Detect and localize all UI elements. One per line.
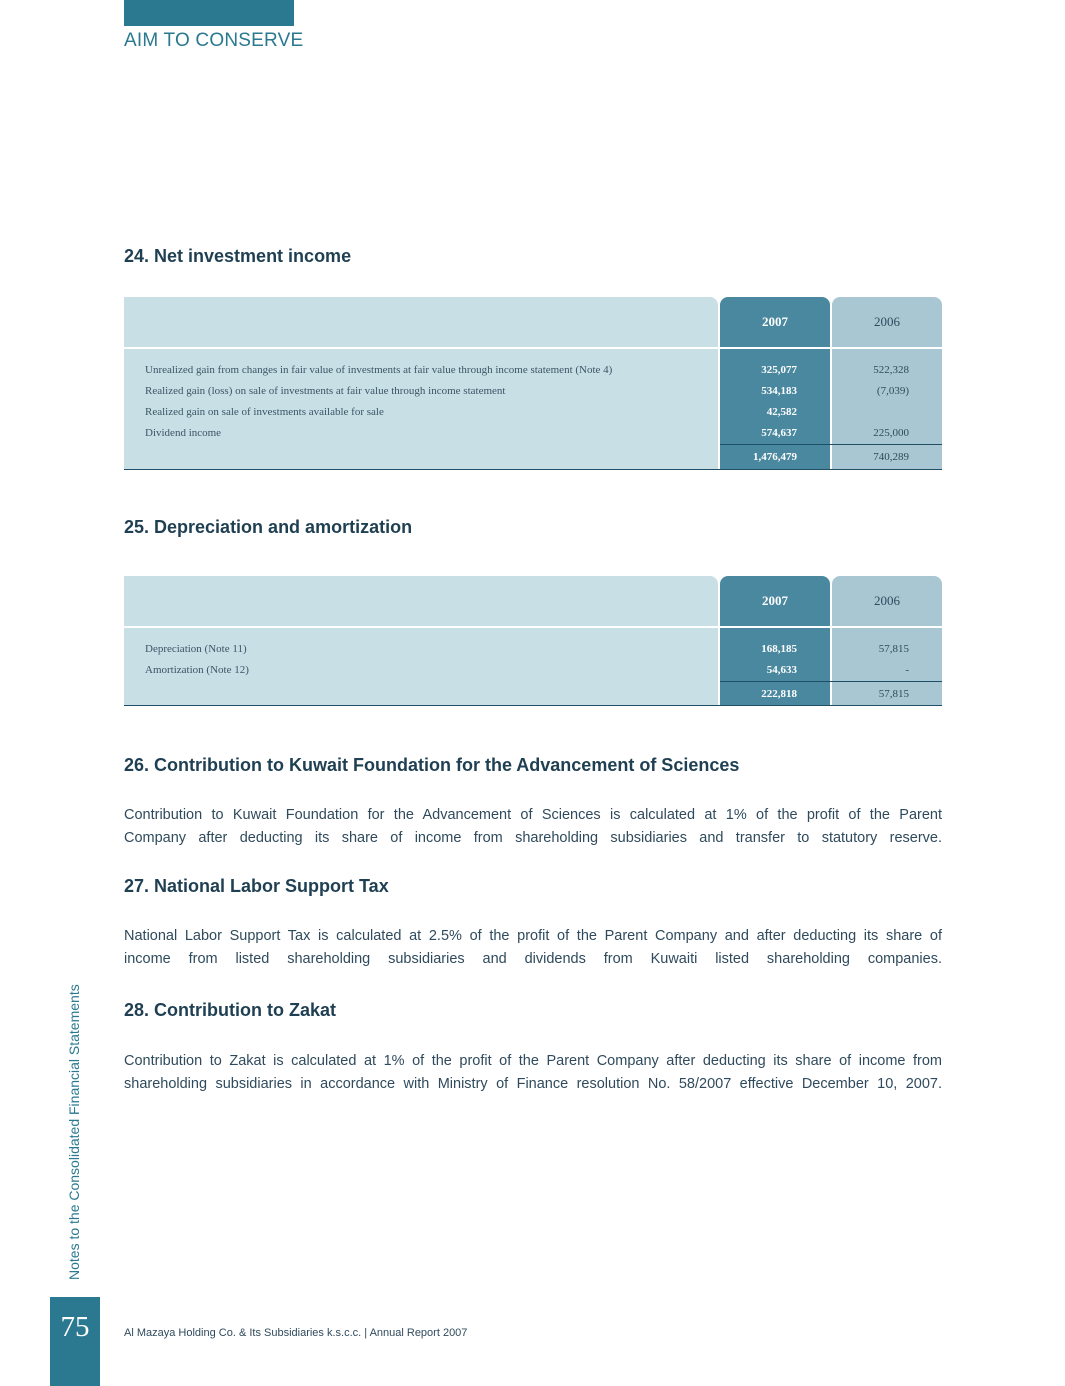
header-2006: 2006 [832,576,942,626]
table-bottom-rule [124,469,942,470]
row-label: Dividend income [145,427,222,439]
value-2006: 522,328 [873,364,909,376]
value-2006: (7,039) [876,385,909,397]
value-2006: 57,815 [878,643,909,655]
depreciation-amortization-table [124,576,942,708]
section-28-line-2: shareholding subsidiaries in accordance with Ministry of Finance resolution No. 58/2007 effective December 10, 2007. [124,1076,942,1092]
row-label: Realized gain on sale of investments available for sale [145,406,384,418]
row-label: Depreciation (Note 11) [145,643,247,655]
brand-title: AIM TO CONSERVE [124,30,304,51]
section-27-title: 27. National Labor Support Tax [124,876,389,896]
value-2007: 325,077 [761,364,797,376]
table-row [124,423,942,444]
value-2007: 574,637 [761,427,797,439]
section-27-line-1: National Labor Support Tax is calculated at 2.5% of the profit of the Parent Company and after deducting its share of [124,928,942,944]
header-accent-bar [124,0,294,26]
section-24-title: 24. Net investment income [124,246,352,266]
total-2006: 740,289 [873,451,909,463]
table-row [124,660,942,681]
table-header [124,297,942,347]
table-bottom-rule [124,705,942,706]
row-label: Unrealized gain from changes in fair value of investments at fair value through income statement (Note 4) [145,364,613,376]
value-2007: 54,633 [766,664,797,676]
table-header [124,576,942,626]
value-2006: - [905,664,909,676]
section-25-title: 25. Depreciation and amortization [124,517,413,537]
row-label: Amortization (Note 12) [145,664,249,676]
value-2006: 225,000 [873,427,909,439]
row-label: Realized gain (loss) on sale of investments at fair value through income statement [145,385,506,397]
total-2006: 57,815 [878,688,909,700]
section-26-line-1: Contribution to Kuwait Foundation for the Advancement of Sciences is calculated at 1% of the profit of the Parent [124,807,942,823]
total-2007: 1,476,479 [753,451,797,463]
sidebar-section-label: Notes to the Consolidated Financial Statements [66,984,82,1280]
value-2007: 168,185 [761,643,797,655]
section-28-title: 28. Contribution to Zakat [124,1000,337,1020]
section-26-title: 26. Contribution to Kuwait Foundation for the Advancement of Sciences [124,755,740,775]
table-row [124,402,942,423]
header-2007: 2007 [720,297,830,347]
page-number-box [50,1297,100,1386]
footer-text: Al Mazaya Holding Co. & Its Subsidiaries k.s.c.c. | Annual Report 2007 [124,1327,468,1339]
total-row [720,682,942,706]
table-row [124,639,942,660]
table-row [124,360,942,381]
header-2006: 2006 [832,297,942,347]
section-27-line-2: income from listed shareholding subsidiaries and dividends from Kuwaiti listed shareholding companies. [124,951,942,967]
header-label-cell [124,297,718,347]
header-2007: 2007 [720,576,830,626]
section-28-line-1: Contribution to Zakat is calculated at 1% of the profit of the Parent Company after deducting its share of income from [124,1053,942,1069]
total-2007: 222,818 [761,688,797,700]
header-label-cell [124,576,718,626]
value-2007: 42,582 [766,406,797,418]
total-row [720,445,942,469]
section-26-line-2: Company after deducting its share of income from shareholding subsidiaries and transfer to statutory reserve. [124,830,942,846]
value-2007: 534,183 [761,385,797,397]
net-investment-income-table [124,297,942,472]
table-row [124,381,942,402]
page-number: 75 [60,1311,90,1343]
